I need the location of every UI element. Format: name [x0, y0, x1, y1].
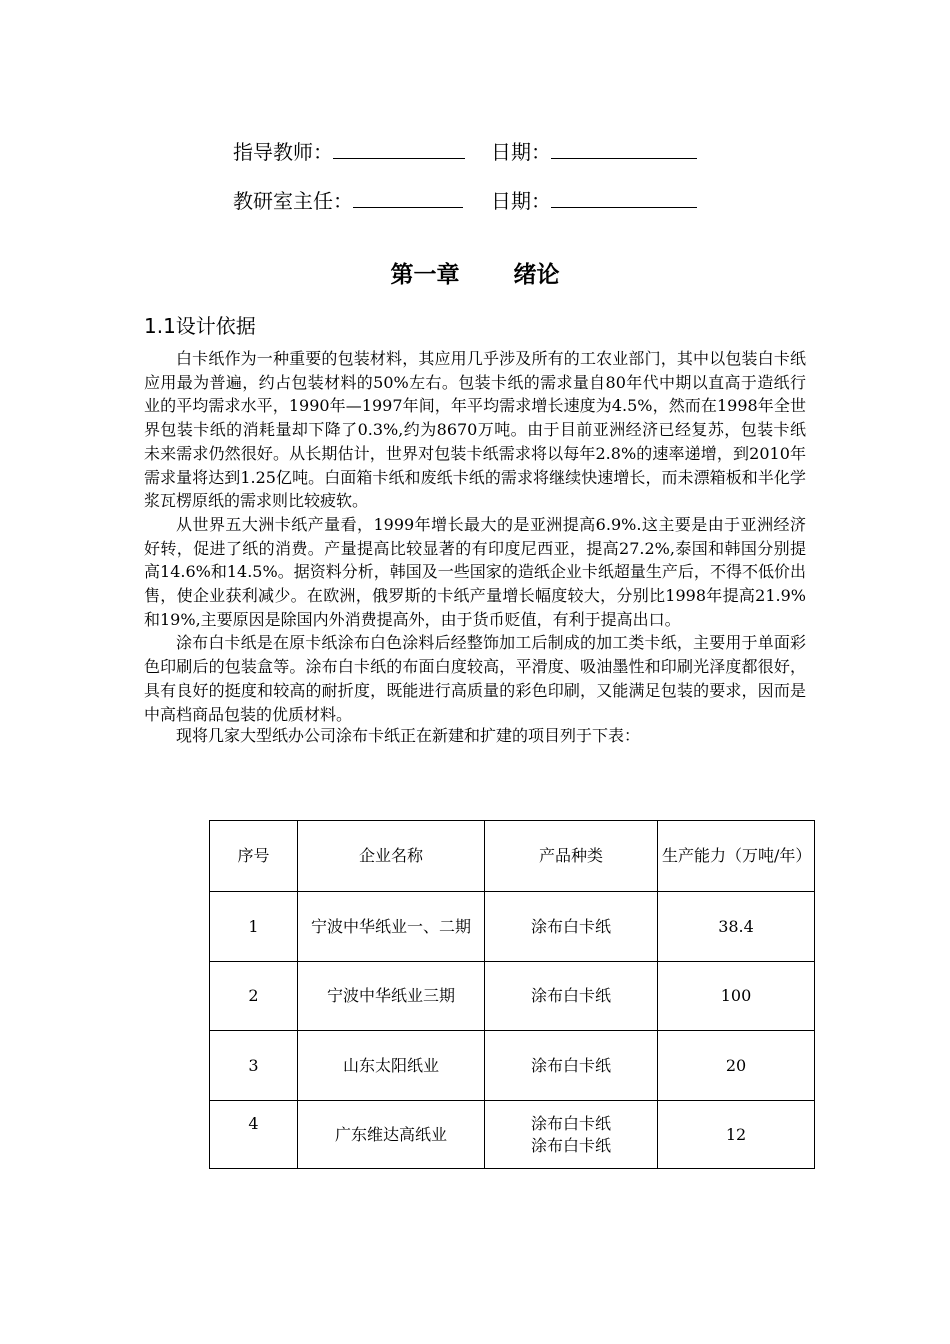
director-label: 教研室主任： — [233, 189, 353, 213]
director-signature-blank — [353, 187, 463, 208]
paragraph-4: 现将几家大型纸办公司涂布卡纸正在新建和扩建的项目列于下表： — [176, 726, 641, 746]
row4-product-line1: 涂布白卡纸 — [530, 1113, 611, 1133]
director-date-blank — [551, 187, 697, 208]
director-signature-row — [233, 187, 551, 215]
row4-capacity: 12 — [658, 1101, 815, 1169]
advisor-date — [491, 138, 697, 166]
advisor-signature-row — [233, 138, 551, 166]
paragraph-3: 涂布白卡纸是在原卡纸涂布白色涂料后经整饰加工后制成的加工类卡纸，主要用于单面彩色印刷后的包装盒等。涂布白卡纸的布面白度较高，平滑度、吸油墨性和印刷光泽度都很好，具有良好的挺度和较高的耐折度，既能进行高质量的彩色印刷，又能满足包装的要求，因而是中高档商品包装的优质材料。 — [144, 633, 806, 724]
row1-product: 涂布白卡纸 — [485, 892, 658, 962]
row4-product-line2: 涂布白卡纸 — [530, 1135, 611, 1155]
header-company: 企业名称 — [298, 821, 485, 892]
advisor-signature-blank — [333, 138, 465, 159]
row2-company: 宁波中华纸业三期 — [298, 962, 485, 1031]
row3-no: 3 — [210, 1031, 298, 1101]
row2-no: 2 — [210, 962, 298, 1031]
row3-product: 涂布白卡纸 — [485, 1031, 658, 1101]
row1-company: 宁波中华纸业一、二期 — [298, 892, 485, 962]
advisor-date-blank — [551, 138, 697, 159]
body-text — [144, 347, 806, 746]
project-table — [209, 820, 815, 1169]
table-header-row — [210, 821, 815, 892]
advisor-label: 指导教师： — [233, 140, 333, 164]
row4-company: 广东维达高纸业 — [298, 1101, 485, 1169]
table-row — [210, 892, 815, 962]
table-row — [210, 962, 815, 1031]
row1-no: 1 — [210, 892, 298, 962]
row4-product — [485, 1101, 658, 1169]
chapter-title: 绪论 — [513, 262, 560, 288]
paragraph-1: 白卡纸作为一种重要的包装材料，其应用几乎涉及所有的工农业部门，其中以包装白卡纸应用最为普遍，约占包装材料的50%左右。包装卡纸的需求量自80年代中期以直高于造纸行业的平均需求水平，1990年—1997年间，年平均需求增长速度为4.5%，然而在1998年全世界包装卡纸的消耗量却下降了0.3%,约为8670万吨。由于目前亚洲经济已经复苏，包装卡纸未来需求仍然很好。从长期估计，世界对包装卡纸需求将以每年2.8%的速率递增，到2010年需求量将达到1.25亿吨。白面箱卡纸和废纸卡纸的需求将继续快速增长，而未漂箱板和半化学浆瓦楞原纸的需求则比较疲软。 — [144, 349, 806, 511]
row2-product: 涂布白卡纸 — [485, 962, 658, 1031]
advisor-date-label: 日期： — [491, 140, 551, 164]
header-product: 产品种类 — [485, 821, 658, 892]
director-date-label: 日期： — [491, 189, 551, 213]
director-date — [491, 187, 697, 215]
section-heading: 1.1设计依据 — [144, 314, 256, 338]
table-row — [210, 1101, 815, 1169]
row2-capacity: 100 — [658, 962, 815, 1031]
row1-capacity: 38.4 — [658, 892, 815, 962]
row3-capacity: 20 — [658, 1031, 815, 1101]
table-row — [210, 1031, 815, 1101]
header-capacity: 生产能力（万吨/年） — [658, 821, 815, 892]
row4-no: 4 — [210, 1101, 298, 1169]
chapter-heading — [0, 258, 950, 292]
paragraph-2: 从世界五大洲卡纸产量看，1999年增长最大的是亚洲提高6.9%.这主要是由于亚洲经济好转，促进了纸的消费。产量提高比较显著的有印度尼西亚，提高27.2%,泰国和韩国分别提高14.6%和14.5%。据资料分析，韩国及一些国家的造纸企业卡纸超量生产后，不得不低价出售，使企业获利减少。在欧洲，俄罗斯的卡纸产量增长幅度较大，分别比1998年提高21.9%和19%,主要原因是除国内外消费提高外，由于货币贬值，有利于提高出口。 — [144, 514, 806, 629]
chapter-number: 第一章 — [390, 262, 460, 288]
row3-company: 山东太阳纸业 — [298, 1031, 485, 1101]
header-no: 序号 — [210, 821, 298, 892]
